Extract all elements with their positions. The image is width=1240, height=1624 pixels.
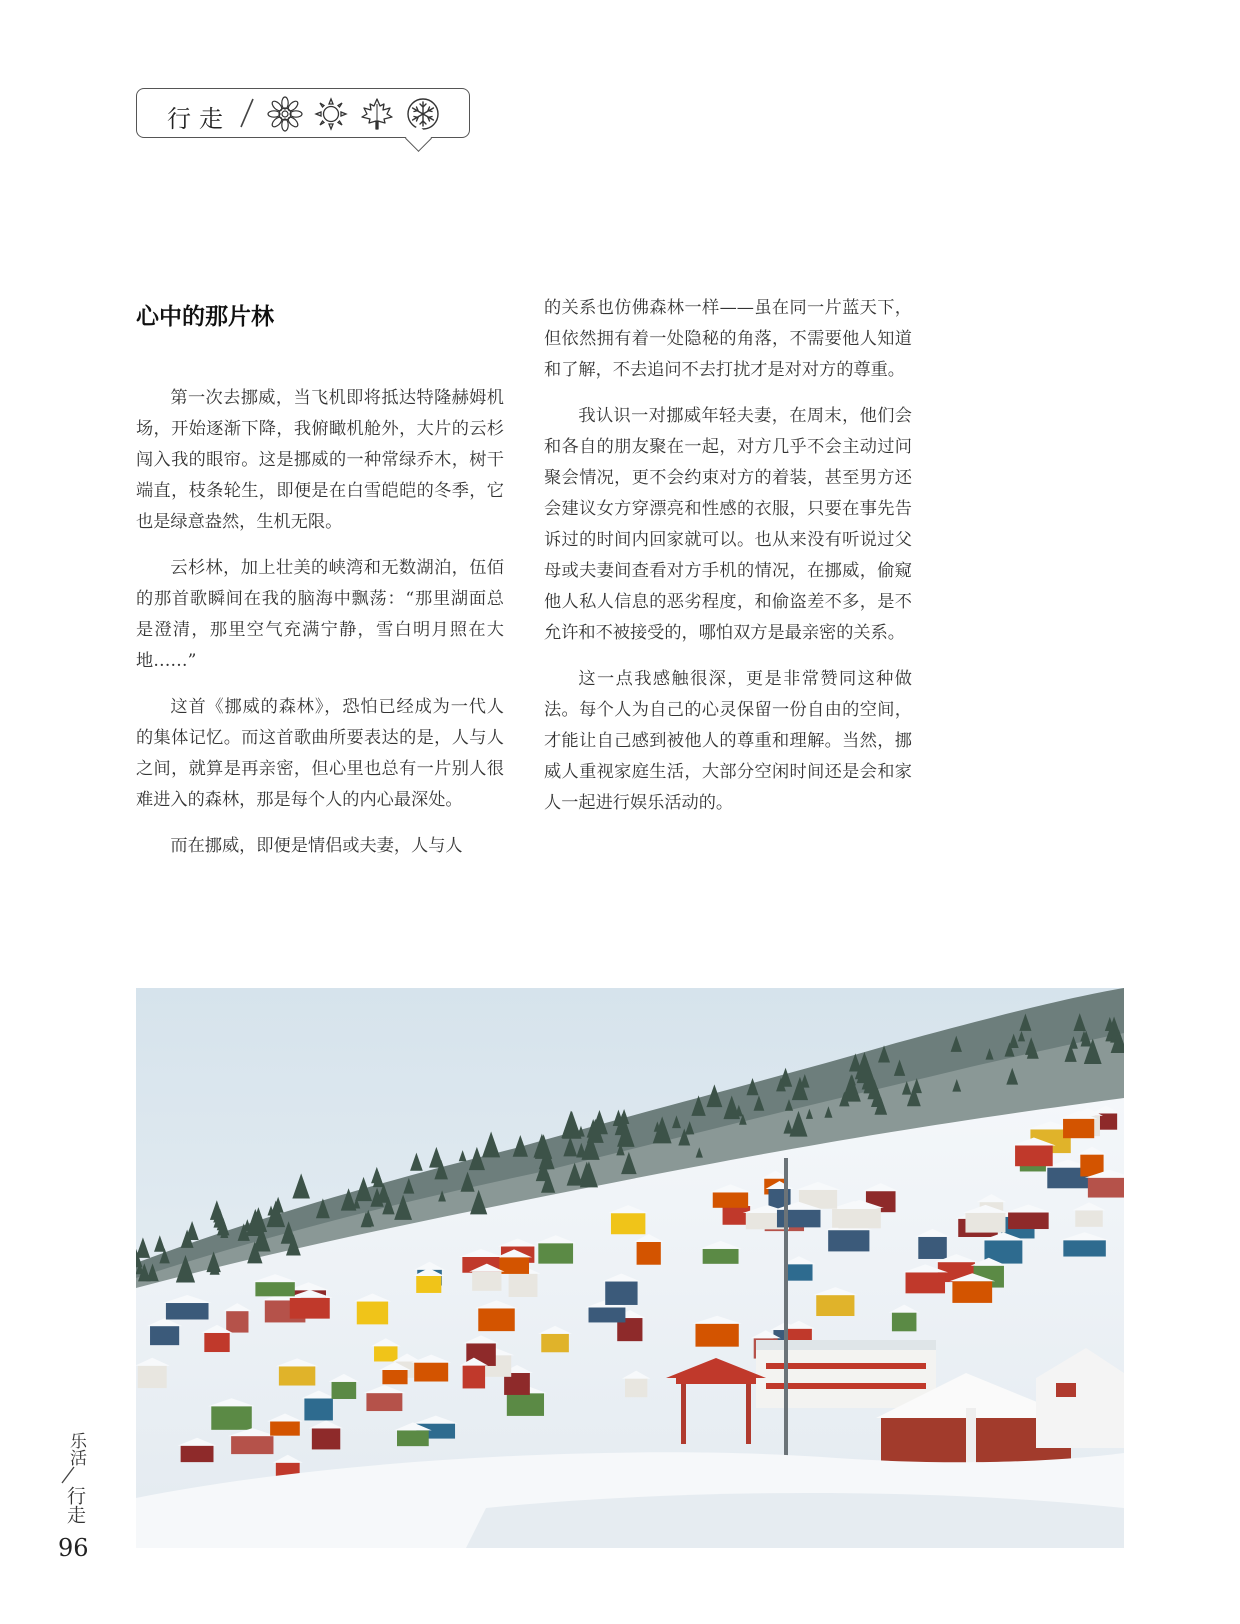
paragraph-continued: 的关系也仿佛森林一样——虽在同一片蓝天下，但依然拥有着一处隐秘的角落，不需要他人知道和了解，不去追问不去打扰才是对对方的尊重。 <box>544 298 912 380</box>
paragraph: 我认识一对挪威年轻夫妻，在周末，他们会和各自的朋友聚在一起，对方几乎不会主动过问聚会情况，更不会约束对方的着装，甚至男方还会建议女方穿漂亮和性感的衣服，只要在事先告诉过的时间内回家就可以。也从来没有听说过父母或夫妻间查看对方手机的情况，在挪威，偷窥他人私人信息的恶劣程度，和偷盗差不多，是不允许和不被接受的，哪怕双方是最亲密的关系。 <box>544 406 912 643</box>
paragraph: 这首《挪威的森林》，恐怕已经成为一代人的集体记忆。而这首歌曲所要表达的是，人与人之间，就算是再亲密，但心里也总有一片别人很难进入的森林，那是每个人的内心最深处。 <box>136 697 504 810</box>
paragraph: 这一点我感触很深，更是非常赞同这种做法。每个人为自己的心灵保留一份自由的空间，才能让自己感到被他人的尊重和理解。当然，挪威人重视家庭生活，大部分空闲时间还是会和家人一起进行娱乐活动的。 <box>544 669 912 813</box>
magazine-name: 乐活 <box>66 1432 86 1466</box>
left-column <box>136 383 504 877</box>
section-label: 行走 <box>167 105 231 133</box>
paragraph: 而在挪威，即便是情侣或夫妻，人与人 <box>170 836 463 856</box>
paragraph: 第一次去挪威，当飞机即将抵达特隆赫姆机场，开始逐渐下降，我俯瞰机舱外，大片的云杉闯入我的眼帘。这是挪威的一种常绿乔木，树干端直，枝条轮生，即便是在白雪皑皑的冬季，它也是绿意盎然，生机无限。 <box>136 388 504 532</box>
section-tag <box>136 88 470 138</box>
paragraph: 云杉林，加上壮美的峡湾和无数湖泊，伍佰的那首歌瞬间在我的脑海中飘荡：“那里湖面总是澄清，那里空气充满宁静，雪白明月照在大地……” <box>136 558 504 671</box>
sun-icon <box>313 96 349 132</box>
divider-slash <box>237 95 257 131</box>
snowy-village-photo <box>136 988 1124 1548</box>
article-title: 心中的那片林 <box>136 303 274 330</box>
footer-divider <box>60 1465 76 1485</box>
page-number: 96 <box>58 1534 89 1562</box>
snowflake-icon <box>405 96 441 132</box>
footer-section-label: 行走 <box>64 1486 86 1524</box>
maple-leaf-icon <box>359 96 395 132</box>
right-column <box>544 293 912 834</box>
sunflower-icon <box>267 96 303 132</box>
